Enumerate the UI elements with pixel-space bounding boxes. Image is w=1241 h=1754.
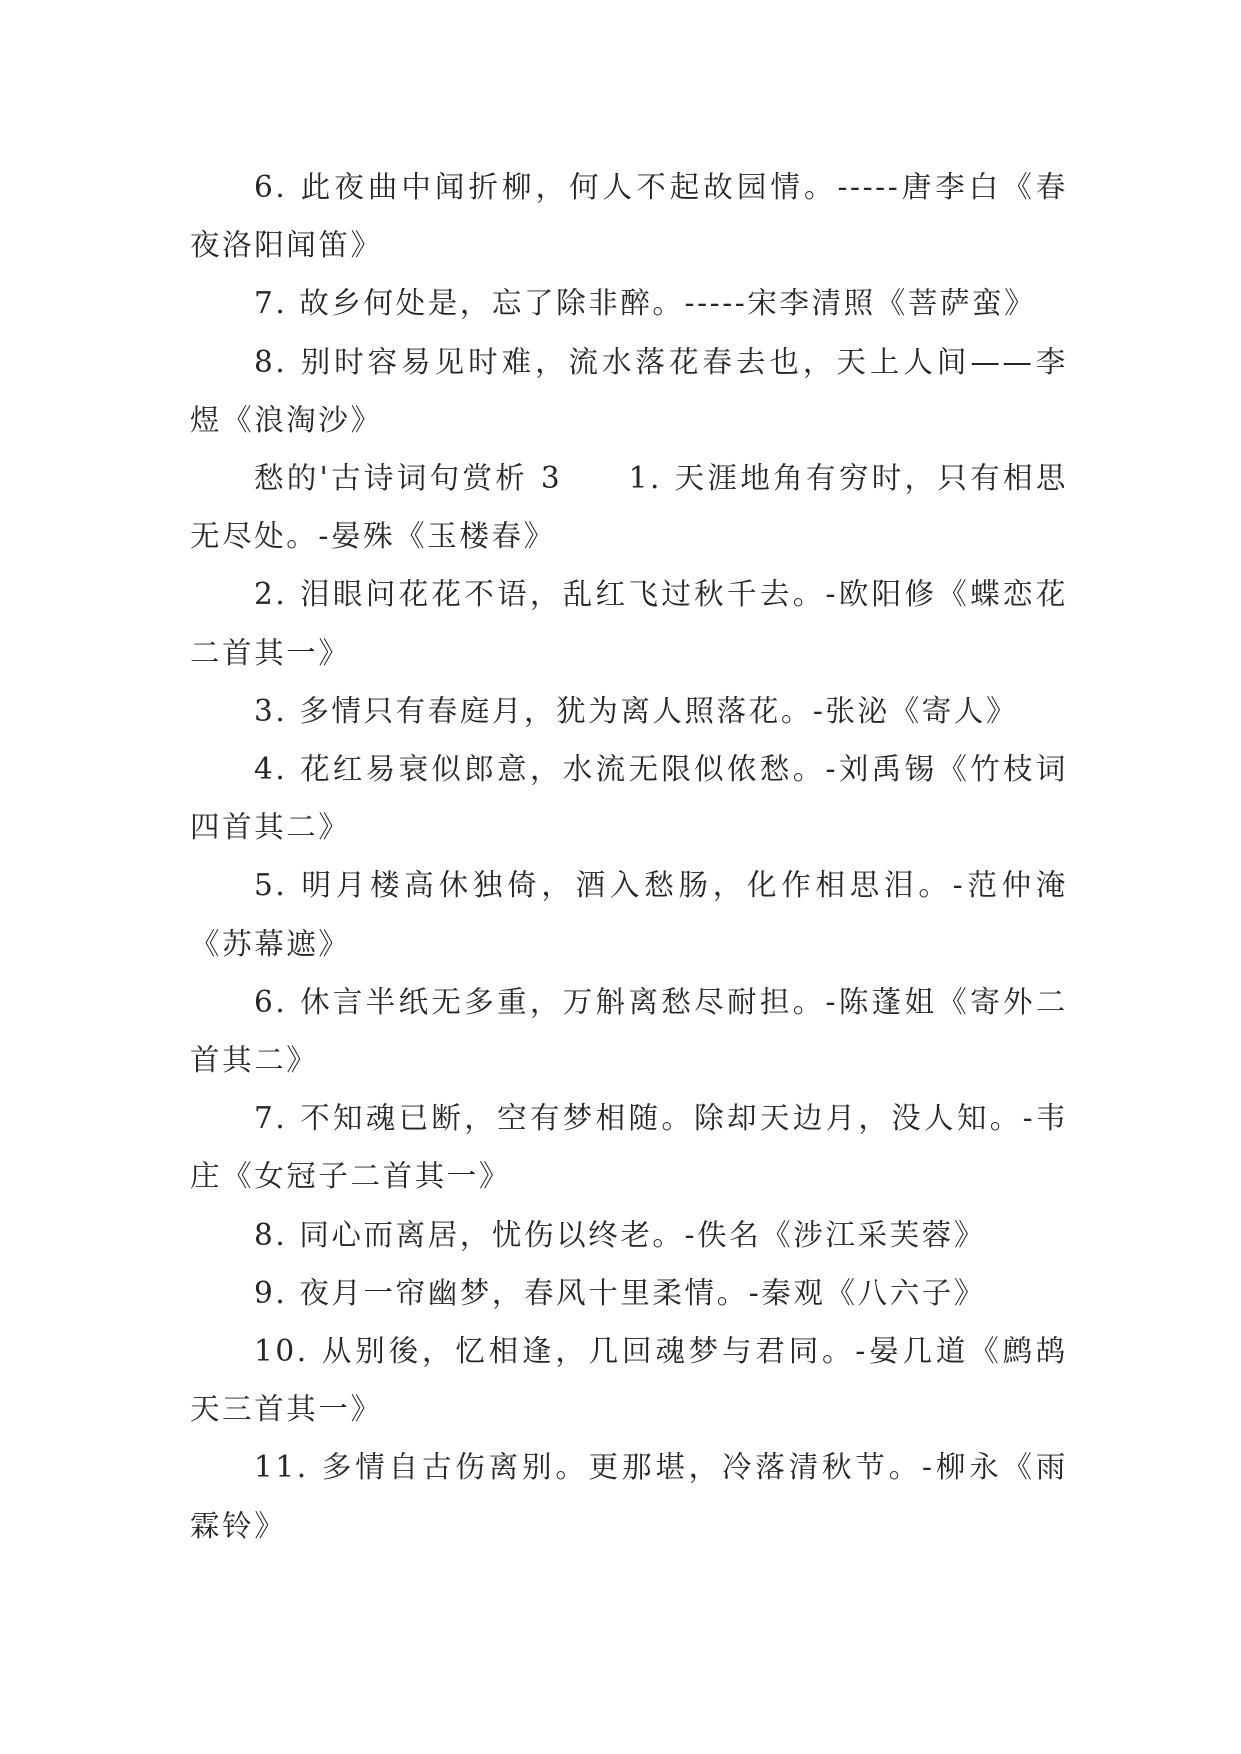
poem-line-8-anonymous: 8. 同心而离居，忧伤以终老。-佚名《涉江采芙蓉》: [254, 1217, 986, 1252]
poem-line-10-yan-jidao: 10. 从别後，忆相逢，几回魂梦与君同。-晏几道《鹧鸪天三首其一》: [190, 1334, 1068, 1427]
document-body: [190, 158, 1068, 1555]
poem-line-9-qin-guan: 9. 夜月一帘幽梦，春风十里柔情。-秦观《八六子》: [254, 1275, 986, 1310]
poem-line-7-li-qingzhao: 7. 故乡何处是，忘了除非醉。-----宋李清照《菩萨蛮》: [254, 286, 1037, 321]
poem-line-6-chen-pengjie: 6. 休言半纸无多重，万斛离愁尽耐担。-陈蓬姐《寄外二首其二》: [190, 984, 1068, 1078]
poem-line-6-li-bai: 6. 此夜曲中闻折柳，何人不起故园情。-----唐李白《春夜洛阳闻笛》: [190, 170, 1068, 263]
poem-line-5-fan-zhongyan: 5. 明月楼高休独倚，酒入愁肠，化作相思泪。-范仲淹《苏幕遮》: [190, 868, 1068, 961]
poem-line-2-ouyang-xiu: 2. 泪眼问花花不语，乱红飞过秋千去。-欧阳修《蝶恋花二首其一》: [190, 577, 1068, 670]
poem-line-7-wei-zhuang: 7. 不知魂已断，空有梦相随。除却天边月，没人知。-韦庄《女冠子二首其一》: [190, 1101, 1068, 1194]
poem-line-3-zhang-bi: 3. 多情只有春庭月，犹为离人照落花。-张泌《寄人》: [254, 693, 1019, 728]
section-3-line-1-yan-shu: 愁的'古诗词句赏析 3 1. 天涯地角有穷时，只有相思无尽处。-晏殊《玉楼春》: [190, 461, 1068, 554]
poem-line-8-li-yu: 8. 别时容易见时难，流水落花春去也，天上人间——李煜《浪淘沙》: [190, 344, 1068, 437]
poem-line-11-liu-yong: 11. 多情自古伤离别。更那堪，冷落清秋节。-柳永《雨霖铃》: [190, 1450, 1068, 1543]
poem-line-4-liu-yuxi: 4. 花红易衰似郎意，水流无限似侬愁。-刘禹锡《竹枝词四首其二》: [190, 752, 1068, 845]
